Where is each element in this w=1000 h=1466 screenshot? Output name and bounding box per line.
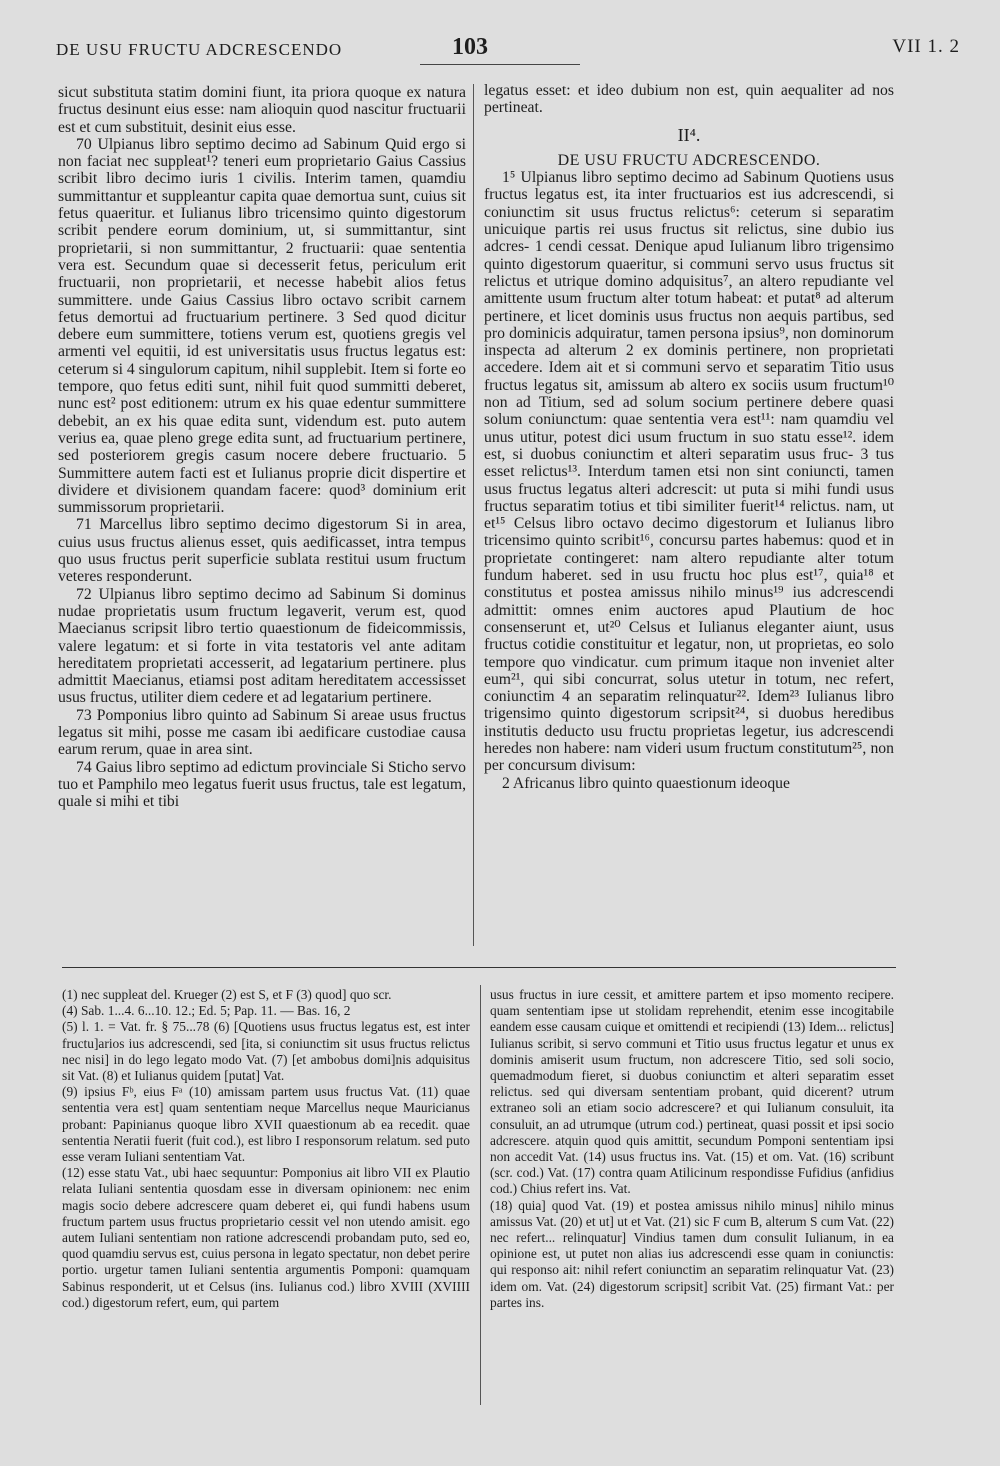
header-reference: VII 1. 2: [892, 36, 960, 57]
footnotes-divider: [480, 985, 481, 1405]
footnote-block: (12) esse statu Vat., ubi haec sequuntur: Pomponius ait libro VII ex Plautio relata Iuliani sententia quosdam esse in diversam opinionem: nec enim magis socio debere adcrescere quam deberet ei, qui fundi habens usum fructum partem usus fructus proprietario cessit vel non utendo amisit. ego autem Iuliani sententiam non ratione adcrescendi probandam puto, sed eo, quod quamdiu servus est, cuius persona in legato spectatur, non debet perire portio. urgetur tamen Iuliani sententia argumentis Pomponi: quamquam Sabinus responderit, ut et Celsus (ins. Iulianus cod.) libro XVIII (XVIIII cod.) digestorum refert, eum, qui partem: [62, 1165, 470, 1310]
header-title: DE USU FRUCTU ADCRESCENDO: [56, 40, 343, 59]
section-number: II⁴.: [677, 124, 701, 145]
footnote-block: (1) nec suppleat del. Krueger (2) est S, et F (3) quod] quo scr.: [62, 987, 392, 1002]
footnote-block: usus fructus in iure cessit, et amittere partem et ipso momento recipere. quam sententiam ipse ut stolidam reprehendit, etenim esse incogitabile eandem esse causam cuique et omittendi et recipiendi (13) Idem... relictus] Iulianus scribit, si servo communi et Titio usus fructus legatur et unus ex dominis amiserit usum fructum, non adcrescere Titio, sed soli socio, quemadmodum fieret, si duobus coniunctim et alteri separatim esset relictus. sed qui diversam sententiam probant, quid dicerent? utrum extraneo soli an etiam socio adcrescere? et qui Iulianum consuluit, ita consuluit, an ad utrumque (utrum cod.) pertineat, quasi possit et ipsi socio adcrescere. atquin quod quis amittit, secundum Pomponi sententiam ipsi non accedit Vat. (14) usus fructus ins. Vat. (15) et om. Vat. (16) scribunt (scr. cod.) Vat. (17) contra quam Atilicinum respondisse Fufidius (anfidius cod.) Chius refert ins. Vat.: [490, 987, 894, 1197]
fragment-74: 74 Gaius libro septimo ad edictum provinciale Si Sticho servo tuo et Pamphilo meo legatus fuerit usus fructus, tale est legatum, quale si mihi et tibi: [58, 758, 466, 811]
footnotes-rule: [62, 967, 896, 968]
right-text-column: [484, 82, 894, 792]
fragment-69-end: sicut substituta statim domini fiunt, ita priora quoque ex natura fructus desinunt eius esse: nam alioquin quod nascitur fructuarii est et cum substituit, desinit eius esse.: [58, 84, 466, 136]
running-header: [40, 34, 960, 74]
page-number: 103: [452, 34, 488, 60]
fragment-2-2: 2 Africanus libro quinto quaestionum ideoque: [502, 774, 790, 792]
fragment-70: 70 Ulpianus libro septimo decimo ad Sabinum Quid ergo si non faciat nec suppleat¹? teneri eum proprietario Gaius Cassius scribit libro decimo iuris 1 civilis. Interim tamen, quamdiu summittantur et suppleantur capita quae demortua sunt, cuius sit fetus quaeritur. et Iulianus libro tricensimo quinto digestorum scribit pendere eorum dominium, ut, si summittantur, sint proprietarii, si non summittantur, 2 fructuarii: quae sententia vera est. Secundum quae si decesserit fetus, periculum erit fructuarii, non proprietarii, et necesse habebit alios fetus summittere. unde Gaius Cassius libro octavo scribit carnem fetus demortui ad fructuarium pertinere. 3 Sed quod dicitur debere eum summittere, totiens verum est, quotiens gregis vel armenti vel equitii, id est universitatis usus fructus legatus est: ceterum si 4 singulorum capitum, nihil supplebit. Item si forte eo tempore, quo fetus editi sunt, nihil fuit quod summitti deberet, nunc est² post editionem: utrum ex his quae edentur summittere debebit, an ex his quae edita sunt, videndum est. puto autem verius ea, quae pleno grege edita sunt, ad fructuarium pertinere, sed posteriorem gregis casum nocere debere fructuario. 5 Summittere autem facti est et Iulianus proprie dicit dispertire et dividere et divisionem quandam facere: quod³ dominium erit summissorum proprietarii.: [58, 135, 466, 517]
header-rule: [420, 64, 580, 65]
fragment-2-1: 1⁵ Ulpianus libro septimo decimo ad Sabinum Quotiens usus fructus legatus est, ita inter fructuarios est ius adcrescendi, si coniunctim sit usus fructus relictus⁶: ceterum si separatim unicuique partis rei usus fructus sit relictus, sine dubio ius adcres- 1 cendi cessat. Denique apud Iulianum libro trigensimo quinto digestorum quaeritur, si communi servo usus fructus sit relictus et utrique domino adquisitus⁷, an altero repudiante vel amittente usum fructum alter totum habeat: et putat⁸ ad alterum pertinere, et licet dominis usus fructus non aequis partibus, sed pro dominicis adquiratur, tamen persona ipsius⁹, non dominorum inspecta ad alterum 2 ex dominis pertinere, non proprietati accedere. Idem ait et si communi servo et separatim Titio usus fructus legatus sit, amissum ab altero ex sociis usum fructum¹⁰ non ad Titium, sed ad solum socium pertinere debere quasi solum coniunctum: quae sententia vera est¹¹: nam quamdiu vel unus utitur, potest dici usum fructum in suo statu esse¹². idem est, si duobus coniunctim et alteri separatim usus fruc- 3 tus esset relictus¹³. Interdum tamen etsi non sint coniuncti, tamen usus fructus legatus alteri adcrescit: ut puta si mihi fundi usus fructus separatim totius et tibi similiter fuerit¹⁴ relictus. nam, ut et¹⁵ Celsus libro octavo decimo digestorum et Iulianus libro tricensimo quinto scribit¹⁶, concursu partes habemus: quod et in proprietate contingeret: nam altero repudiante alter totum fundum haberet. sed in usu fructu hoc plus est¹⁷, quia¹⁸ et constitutus et postea amissus nihilo minus¹⁹ ius adcrescendi admittit: omnes enim auctores apud Plautium de hoc consenserunt et, ut²⁰ Celsus et Iulianus eleganter aiunt, usus fructus cotidie constituitur et legatur, non, ut proprietas, eo solo tempore quo vindicatur. cum primum itaque non inveniet alter eum²¹, qui sibi concurrat, solus utetur in totum, nec refert, coniunctim 4 an separatim relinquatur²². Idem²³ Iulianus libro trigensimo quinto digestorum scripsit²⁴, si duobus heredibus institutis deducto usu fructu proprietas legetur, ius adcrescendi heredes non habere: nam videri usum fructum constitutum²⁵, non per concursum divisum:: [484, 169, 894, 775]
footnote-block: (5) l. 1. = Vat. fr. § 75...78 (6) [Quotiens usus fructus legatus est, est inter fructu]arios ius adcrescendi, sed [ita, si coniunctim sit usus fructus relictus nec nisi] in do lego legato modo Vat. (7) [et ambobus domi]nis adquisitus sit Vat. (8) et Iulianus quidem [putat] Vat.: [62, 1019, 470, 1084]
section-title: DE USU FRUCTU ADCRESCENDO.: [557, 151, 821, 169]
fragment-74-end: legatus esset: et ideo dubium non est, quin aequaliter ad nos pertineat.: [484, 82, 894, 117]
footnote-block: (4) Sab. 1...4. 6...10. 12.; Ed. 5; Pap. 11. — Bas. 16, 2: [62, 1003, 351, 1019]
column-divider: [473, 84, 474, 946]
fragment-72: 72 Ulpianus libro septimo decimo ad Sabinum Si dominus nudae proprietatis usum fructum legaverit, verum est, quod Maecianus scripsit libro tertio quaestionum de fideicommissis, valere legatum: et si forte in vita testatoris vel ante aditam hereditatem proprietati accesserit, ad legatarium pertinere. plus admittit Maecianus, etiamsi post aditam hereditatem accessisset usus fructus, utiliter diem cedere et ad legatarium pertinere.: [58, 585, 466, 707]
footnotes-left-column: [62, 987, 470, 1311]
fragment-73: 73 Pomponius libro quinto ad Sabinum Si areae usus fructus legatus sit mihi, posse me casam ibi aedificare custodiae causa earum rerum, quae in area sint.: [58, 706, 466, 759]
fragment-71: 71 Marcellus libro septimo decimo digestorum Si in area, cuius usus fructus alienus esset, quis aedificasset, intra tempus quo usus fructus perit superficie sublata restitui usum fructum veteres responderunt.: [58, 516, 466, 586]
footnote-block: (9) ipsius Fᵇ, eius Fᵃ (10) amissam partem usus fructus Vat. (11) quae sententia vera est] quam sententiam neque Marcellus neque Mauricianus probant: Papinianus quoque libro XVII quaestionum ab ea recedit. quae sententia Neratii fuerit (fuit cod.), est libro I responsorum relatum. sed puto esse veram Iuliani sententiam Vat.: [62, 1084, 470, 1165]
left-text-column: [58, 84, 466, 810]
footnote-block: (18) quia] quod Vat. (19) et postea amissus nihilo minus] nihilo minus amissus Vat. (20) et ut] ut et Vat. (21) sic F cum B, alterum S cum Vat. (22) nec refert... relinquatur] Vindius tamen dum consulit Iulianum, in ea opinione est, ut putet non alias ius adcrescendi esse quam in coniunctis: qui responso ait: nihil refert coniunctim an separatim relinquatur Vat. (23) idem om. Vat. (24) digestorum scripsit] scribit Vat. (25) firmant Vat.: per partes ins.: [490, 1197, 894, 1310]
footnotes-right-column: [490, 987, 894, 1311]
